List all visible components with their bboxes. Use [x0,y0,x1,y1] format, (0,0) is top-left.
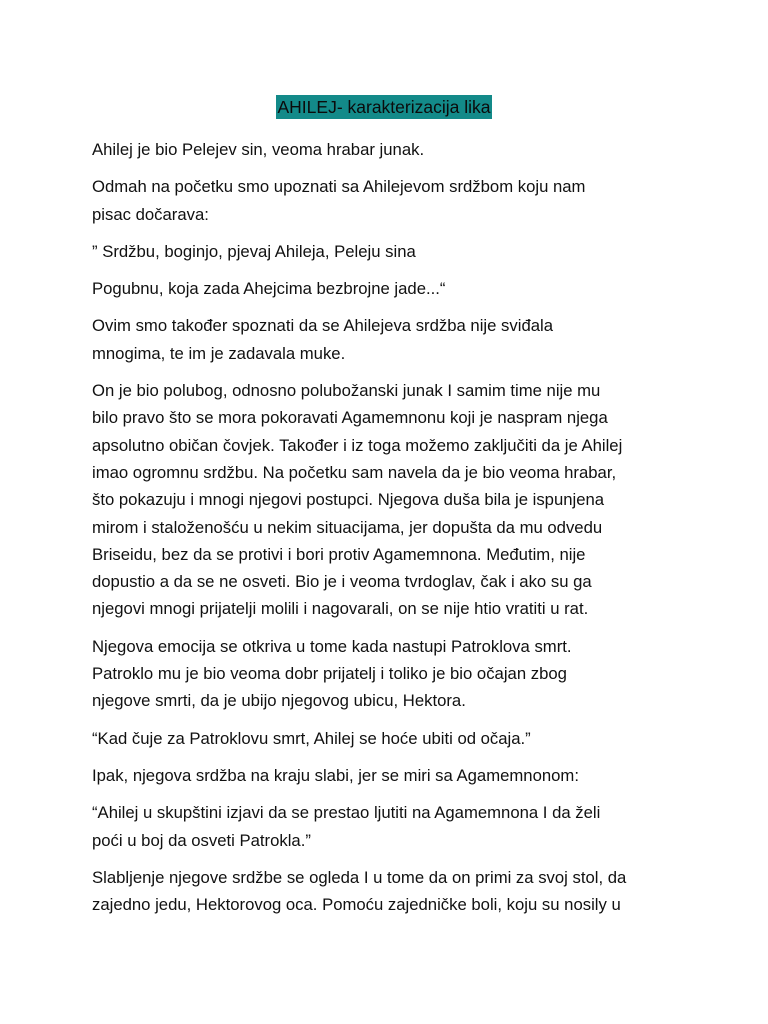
text-line: Odmah na početku smo upoznati sa Ahilejevom srdžbom koju nam [92,177,586,197]
text-line: apsolutno običan čovjek. Također i iz toga možemo zaključiti da je Ahilej [92,435,623,455]
paragraph [92,864,692,919]
text-line: njegovi mnogi prijatelji molili i nagovarali, on se nije htio vratiti u rat. [92,599,589,619]
text-line: Pogubnu, koja zada Ahejcima bezbrojne jade...“ [92,279,446,299]
text-line: njegove smrti, da je ubijo njegovog ubicu, Hektora. [92,691,466,711]
text-line: Ovim smo također spoznati da se Ahilejeva srdžba nije sviđala [92,316,553,336]
text-line: dopustio a da se ne osveti. Bio je i veoma tvrdoglav, čak i ako su ga [92,572,592,592]
paragraph [92,275,692,302]
paragraph [92,762,692,789]
text-line: “Kad čuje za Patroklovu smrt, Ahilej se hoće ubiti od očaja.” [92,728,531,748]
paragraph [92,312,692,367]
text-line: poći u boj da osveti Patrokla.” [92,830,311,850]
title-container [0,95,768,119]
paragraph [92,238,692,265]
paragraph [92,799,692,854]
text-line: što pokazuju i mnogi njegovi postupci. Njegova duša bila je ispunjena [92,490,605,510]
paragraph [92,136,692,163]
text-line: Njegova emocija se otkriva u tome kada nastupi Patroklova smrt. [92,636,572,656]
text-line: Briseidu, bez da se protivi i bori protiv Agamemnona. Međutim, nije [92,544,586,564]
text-line: Patroklo mu je bio veoma dobr prijatelj i toliko je bio očajan zbog [92,664,567,684]
text-line: “Ahilej u skupštini izjavi da se prestao ljutiti na Agamemnona I da želi [92,803,601,823]
text-line: Slabljenje njegove srdžbe se ogleda I u tome da on primi za svoj stol, da [92,867,627,887]
text-line: imao ogromnu srdžbu. Na početku sam navela da je bio veoma hrabar, [92,462,617,482]
text-line: Ahilej je bio Pelejev sin, veoma hrabar junak. [92,140,425,159]
text-line: pisac dočarava: [92,204,209,224]
paragraph [92,725,692,752]
text-line: zajedno jedu, Hektorovog oca. Pomoću zajedničke boli, koju su nosily u [92,895,621,915]
text-line: On je bio polubog, odnosno polubožanski junak I samim time nije mu [92,381,601,401]
text-line: ” Srdžbu, boginjo, pjevaj Ahileja, Peleju sina [92,241,416,261]
document-body [92,136,692,928]
text-line: mnogima, te im je zadavala muke. [92,343,346,363]
paragraph [92,173,692,228]
text-line: mirom i staloženošću u nekim situacijama, jer dopušta da mu odvedu [92,517,603,537]
document-title: AHILEJ- karakterizacija lika [277,97,491,117]
text-line: bilo pravo što se mora pokoravati Agamemnonu koji je naspram njega [92,408,608,428]
paragraph [92,633,692,715]
text-line: Ipak, njegova srdžba na kraju slabi, jer se miri sa Agamemnonom: [92,765,579,785]
paragraph [92,377,692,623]
